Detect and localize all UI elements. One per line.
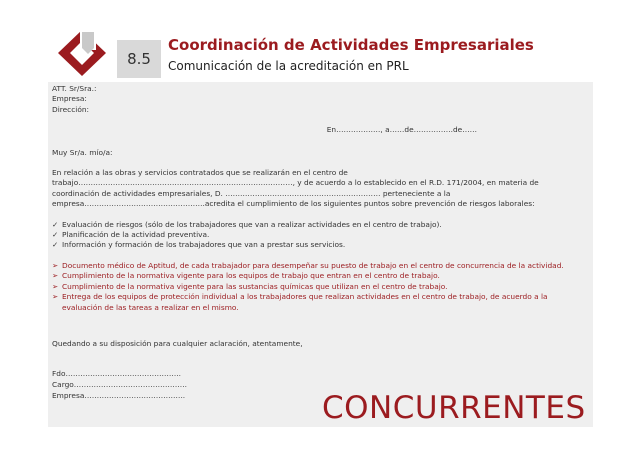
signature-cargo: Cargo………………………………………. — [52, 379, 188, 389]
arrow-bullet-icon: ➢ — [52, 281, 59, 291]
page-title: Coordinación de Actividades Empresariales — [168, 36, 534, 54]
checklist — [52, 220, 587, 251]
slide-header — [0, 0, 638, 82]
letter-body — [52, 84, 587, 401]
company-logo-icon — [58, 28, 114, 78]
list-item: ✓ Información y formación de los trabajadores que van a prestar sus servicios. — [52, 240, 346, 250]
address-line-empresa: Empresa: — [52, 94, 87, 104]
arrow-bullet-icon: ➢ — [52, 292, 59, 302]
body-paragraph: En relación a las obras y servicios contratados que se realizarán en el centro de trabajo……………………………………………………………………………, y de acuerdo a lo establecido en el R.D. 171/2004, en materia de coordinación de actividades empresariales, D. ……………………………………………………… perteneciente a la empresa………………………………………….acredita el cumplimiento de los siguientes puntos sobre prevención de riesgos laborales: — [52, 168, 539, 209]
list-item: ➢ Cumplimiento de la normativa vigente para los equipos de trabajo que entran en el centro de trabajo. — [52, 271, 440, 281]
requirements-list — [52, 261, 587, 313]
address-line-att: ATT. Sr/Sra.: — [52, 84, 97, 93]
list-item: ✓ Evaluación de riesgos (sólo de los trabajadores que van a realizar actividades en el centro de trabajo). — [52, 219, 442, 229]
check-icon: ✓ — [52, 230, 59, 240]
page-subtitle: Comunicación de la acreditación en PRL — [168, 59, 409, 73]
list-item: ➢ Entrega de los equipos de protección individual a los trabajadores que realizan actividades en el centro de trabajo, de acuerdo a la evaluación de las tareas a realizar en el mismo. — [52, 292, 548, 312]
closing-line: Quedando a su disposición para cualquier aclaración, atentamente, — [52, 338, 303, 348]
list-item: ➢ Cumplimiento de la normativa vigente para las sustancias químicas que utilizan en el centro de trabajo. — [52, 281, 448, 291]
list-item: ➢ Documento médico de Aptitud, de cada trabajador para desempeñar su puesto de trabajo en el centro de concurrencia de la actividad. — [52, 260, 564, 270]
concurrentes-label: CONCURRENTES — [322, 390, 586, 426]
arrow-bullet-icon: ➢ — [52, 260, 59, 270]
address-line-direccion: Dirección: — [52, 104, 90, 114]
greeting: Muy Sr/a. mío/a: — [52, 147, 113, 157]
section-number-badge: 8.5 — [117, 40, 161, 78]
check-icon: ✓ — [52, 240, 59, 250]
check-icon: ✓ — [52, 219, 59, 229]
signature-empresa: Empresa………………………………….. — [52, 390, 186, 400]
date-line: En………………, a……de…………….de…… — [326, 125, 477, 135]
arrow-bullet-icon: ➢ — [52, 271, 59, 281]
list-item: ✓ Planificación de la actividad preventiva. — [52, 230, 210, 240]
signature-fdo: Fdo……………………………………….. — [52, 369, 182, 379]
